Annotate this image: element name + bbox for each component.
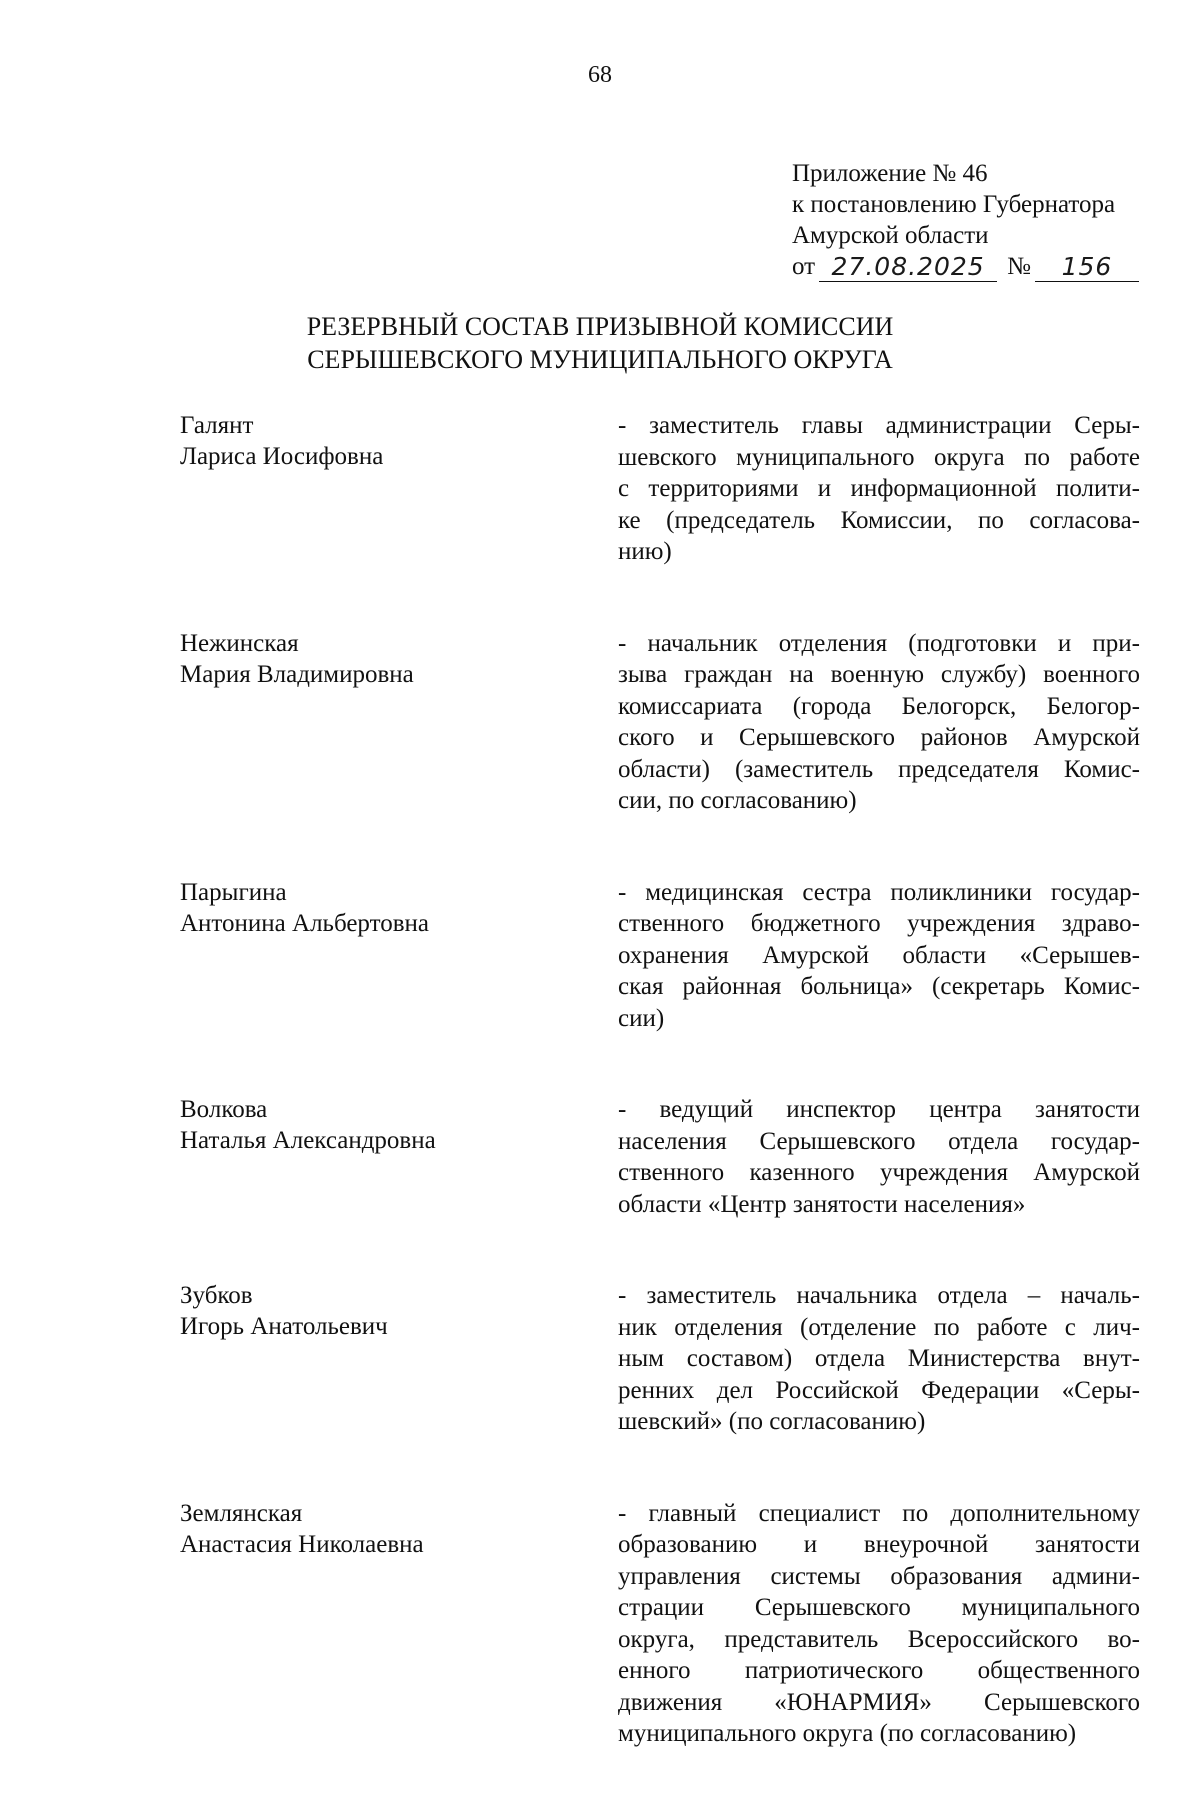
member-given-names: Анастасия Николаевна <box>180 1530 424 1558</box>
role-text-line: - начальник отделения (подготовки и при- <box>618 629 1140 657</box>
role-text-line: с территориями и информационной полити- <box>618 475 1140 502</box>
member-given-names: Лариса Иосифовна <box>180 443 384 470</box>
role-text-line: ник отделения (отделение по работе с лич- <box>618 1313 1140 1341</box>
member-name <box>180 877 580 939</box>
member-role <box>618 410 1140 568</box>
member-name <box>180 1498 580 1560</box>
member-given-names: Наталья Александровна <box>180 1127 436 1154</box>
member-name <box>180 1280 580 1342</box>
member-role <box>618 628 1140 817</box>
role-text-line: ская районная больница» (секретарь Комис- <box>618 973 1140 1000</box>
member-entry <box>0 1280 1200 1438</box>
member-entry <box>0 628 1200 817</box>
members-list <box>0 410 1200 1810</box>
role-text-line: - заместитель главы администрации Серы- <box>618 412 1140 439</box>
appendix-date-number-line <box>792 251 1139 282</box>
title-line-2: СЕРЫШЕВСКОГО МУНИЦИПАЛЬНОГО ОКРУГА <box>307 345 893 374</box>
appendix-title: Приложение № 46 <box>792 160 988 187</box>
member-role <box>618 1498 1140 1750</box>
title-line-1: РЕЗЕРВНЫЙ СОСТАВ ПРИЗЫВНОЙ КОМИССИИ <box>306 312 894 341</box>
appendix-resolution: к постановлению Губернатора <box>792 191 1116 218</box>
role-text-line: охранения Амурской области «Серышев- <box>618 941 1140 969</box>
appendix-region: Амурской области <box>792 222 989 249</box>
role-text-line: муниципального округа (по согласованию) <box>618 1720 1077 1747</box>
role-text-line: ского и Серышевского районов Амурской <box>618 724 1140 751</box>
role-text-line: шевского муниципального округа по работе <box>618 443 1140 471</box>
member-name <box>180 410 580 472</box>
role-text-line: - главный специалист по дополнительному <box>618 1499 1140 1527</box>
role-text-line: области «Центр занятости населения» <box>618 1190 1026 1218</box>
member-name <box>180 628 580 690</box>
member-surname: Галянт <box>180 412 254 439</box>
role-text-line: - ведущий инспектор центра занятости <box>618 1096 1140 1123</box>
role-text-line: ным составом) отдела Министерства внут- <box>618 1345 1140 1372</box>
role-text-line: ренних дел Российской Федерации «Серы- <box>618 1376 1140 1404</box>
role-text-line: - медицинская сестра поликлиники государ- <box>618 878 1140 906</box>
member-given-names: Антонина Альбертовна <box>180 909 429 937</box>
role-text-line: области) (заместитель председателя Комис- <box>618 755 1140 783</box>
role-text-line: комиссариата (города Белогорск, Белогор- <box>618 692 1140 720</box>
role-text-line: енного патриотического общественного <box>618 1657 1140 1684</box>
role-text-line: сии, по согласованию) <box>618 787 857 814</box>
role-text-line: ке (председатель Комиссии, по согласова- <box>618 506 1140 534</box>
member-surname: Волкова <box>180 1096 268 1123</box>
handwritten-date: 27.08.2025 <box>819 253 997 282</box>
member-surname: Парыгина <box>180 878 287 906</box>
member-name <box>180 1094 580 1156</box>
role-text-line: ственного бюджетного учреждения здраво- <box>618 910 1140 937</box>
member-entry <box>0 1498 1200 1750</box>
role-text-line: управления системы образования админи- <box>618 1562 1140 1590</box>
role-text-line: страции Серышевского муниципального <box>618 1594 1140 1621</box>
member-role <box>618 1094 1140 1220</box>
member-surname: Землянская <box>180 1499 303 1527</box>
role-text-line: населения Серышевского отдела государ- <box>618 1127 1140 1155</box>
role-text-line: шевский» (по согласованию) <box>618 1408 926 1435</box>
role-text-line: - заместитель начальника отдела – началь- <box>618 1282 1140 1309</box>
member-surname: Нежинская <box>180 629 299 657</box>
member-entry <box>0 877 1200 1035</box>
member-entry <box>0 410 1200 568</box>
member-surname: Зубков <box>180 1282 253 1309</box>
page-number: 68 <box>588 62 612 88</box>
appendix-header <box>792 158 1139 282</box>
handwritten-number: 156 <box>1035 253 1139 282</box>
role-text-line: движения «ЮНАРМИЯ» Серышевского <box>618 1688 1140 1716</box>
document-title <box>0 310 1200 376</box>
role-text-line: нию) <box>618 538 672 565</box>
member-given-names: Игорь Анатольевич <box>180 1313 388 1340</box>
date-prefix: от <box>792 253 816 280</box>
member-role <box>618 877 1140 1035</box>
member-role <box>618 1280 1140 1438</box>
member-given-names: Мария Владимировна <box>180 660 414 688</box>
role-text-line: образованию и внеурочной занятости <box>618 1531 1140 1558</box>
role-text-line: ственного казенного учреждения Амурской <box>618 1159 1140 1186</box>
role-text-line: сии) <box>618 1004 665 1032</box>
role-text-line: зыва граждан на военную службу) военного <box>618 661 1140 688</box>
role-text-line: округа, представитель Всероссийского во- <box>618 1625 1140 1653</box>
member-entry <box>0 1094 1200 1220</box>
number-prefix: № <box>1007 253 1031 280</box>
